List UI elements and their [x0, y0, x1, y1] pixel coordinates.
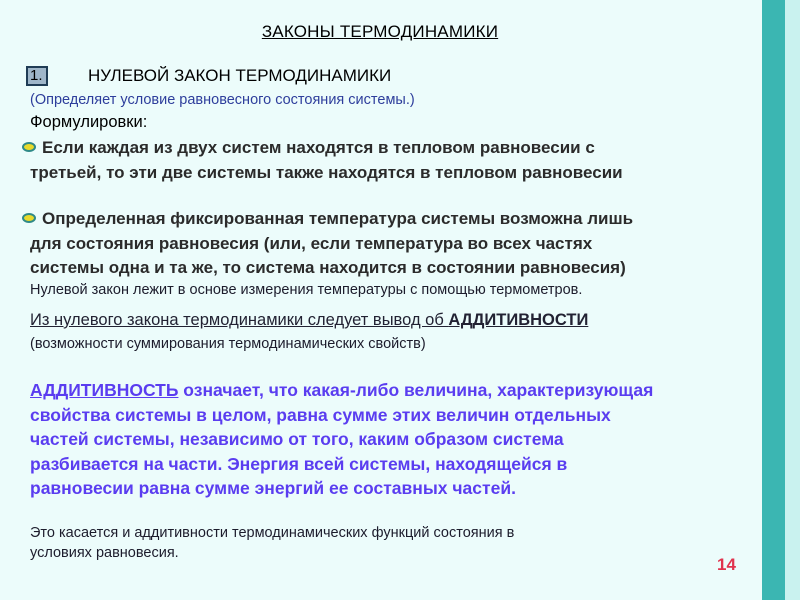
- derivation-text-main: Из нулевого закона термодинамики следует вывод об: [30, 311, 449, 329]
- right-accent-stripe: [762, 0, 785, 600]
- formulation-2: [30, 207, 745, 281]
- state-functions-line-2: условиях равновесия.: [30, 545, 179, 561]
- additivity-line-4: разбивается на части. Энергия всей системы, находящейся в: [30, 453, 568, 474]
- page-number: 14: [717, 555, 736, 574]
- additivity-line-1: [30, 378, 748, 403]
- formulation-2-line-2: для состояния равновесия (или, если температура во всех частях: [30, 233, 593, 253]
- right-edge-stripe: [785, 0, 800, 600]
- formulation-1-line-1: Если каждая из двух систем находятся в тепловом равновесии с: [42, 138, 595, 157]
- derivation-text-bold: АДДИТИВНОСТИ: [448, 311, 589, 329]
- additivity-line-1-rest: означает, что какая-либо величина, характеризующая: [178, 380, 654, 400]
- slide-title: ЗАКОНЫ ТЕРМОДИНАМИКИ: [261, 22, 499, 41]
- derivation-text: [30, 311, 588, 330]
- formulation-1: [30, 136, 750, 185]
- state-functions-line-1: Это касается и аддитивности термодинамических функций состояния в: [30, 525, 515, 541]
- section-number-box: 1.: [26, 66, 48, 86]
- formulation-2-line-3: системы одна и та же, то система находится в состоянии равновесия): [30, 258, 626, 277]
- section-heading: НУЛЕВОЙ ЗАКОН ТЕРМОДИНАМИКИ: [88, 66, 392, 85]
- additivity-line-2: свойства системы в целом, равна сумме этих величин отдельных: [30, 404, 611, 425]
- formulation-1-line-2: третьей, то эти две системы также находятся в тепловом равновесии: [30, 162, 623, 182]
- additivity-definition: [30, 378, 748, 501]
- possibility-text: (возможности суммирования термодинамических свойств): [30, 336, 426, 352]
- section-subtitle: (Определяет условие равновесного состояния системы.): [30, 92, 415, 108]
- additivity-term: АДДИТИВНОСТЬ: [30, 380, 179, 400]
- additivity-line-5: равновесии равна сумме энергий ее составных частей.: [30, 478, 516, 498]
- thermometer-basis-text: Нулевой закон лежит в основе измерения температуры с помощью термометров.: [30, 282, 583, 298]
- state-functions-text: [30, 523, 670, 563]
- formulations-label: Формулировки:: [30, 113, 148, 131]
- additivity-line-3: частей системы, независимо от того, каким образом система: [30, 429, 564, 449]
- formulation-2-line-1: Определенная фиксированная температура системы возможна лишь: [42, 209, 634, 228]
